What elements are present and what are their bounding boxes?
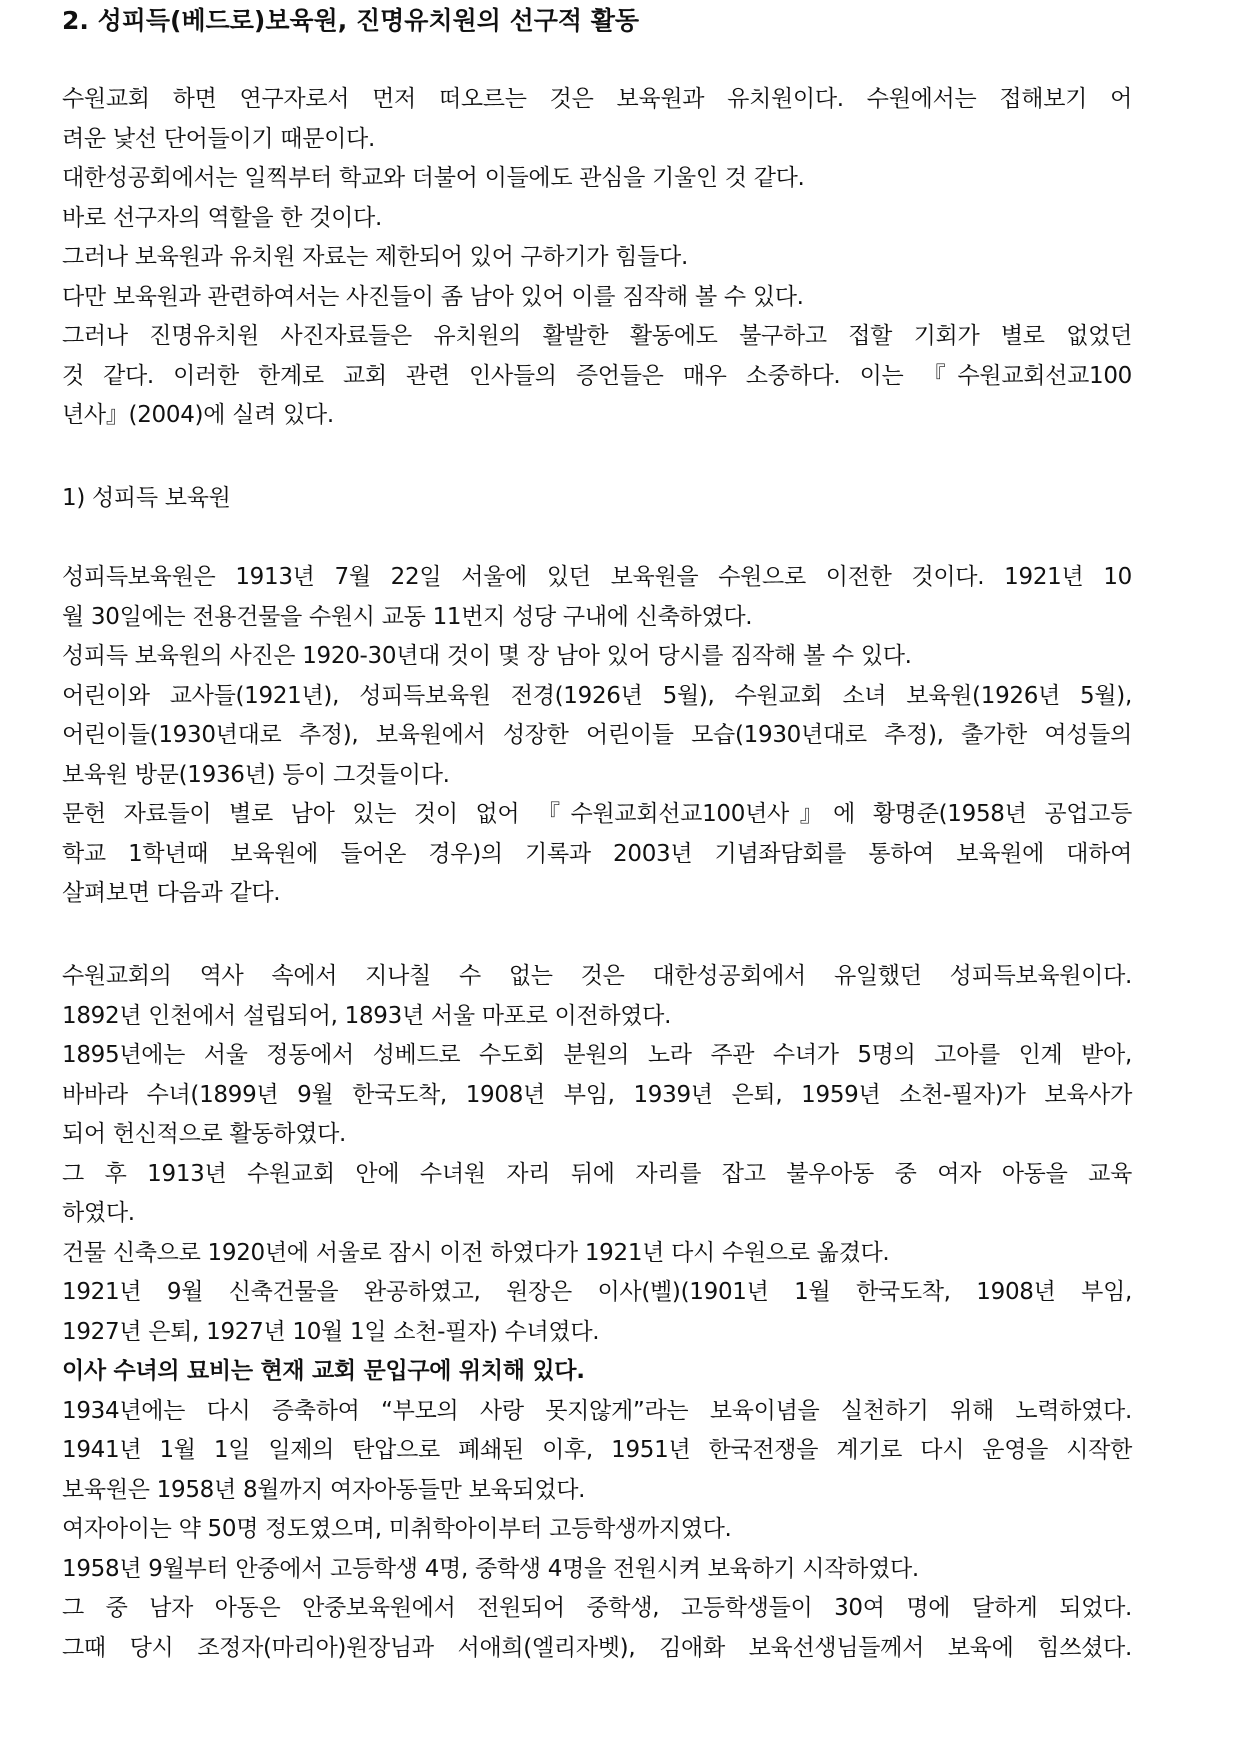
text-line: 보육원은 1958년 8월까지 여자아동들만 보육되었다.: [62, 1476, 586, 1503]
text-line: 1895년에는 서울 정동에서 성베드로 수도회 분원의 노라 주관 수녀가 5명의 고아를 인계 받아,: [62, 1042, 1132, 1068]
text-line: 건물 신축으로 1920년에 서울로 잠시 이전 하였다가 1921년 다시 수원으로 옮겼다.: [62, 1239, 890, 1266]
text-line: 수원교회의 역사 속에서 지나칠 수 없는 것은 대한성공회에서 유일했던 성피득보육원이다.: [62, 963, 1132, 989]
text-line: 그러나 진명유치원 사진자료들은 유치원의 활발한 활동에도 불구하고 접할 기회가 별로 없었던: [62, 323, 1132, 349]
text-line: 그 중 남자 아동은 안중보육원에서 전원되어 중학생, 고등학생들이 30여 명에 달하게 되었다.: [62, 1595, 1132, 1621]
text-line: 그러나 보육원과 유치원 자료는 제한되어 있어 구하기가 힘들다.: [62, 244, 688, 270]
text-line: 바로 선구자의 역할을 한 것이다.: [62, 204, 382, 231]
text-line: 수원교회 하면 연구자로서 먼저 떠오르는 것은 보육원과 유치원이다. 수원에서는 접해보기 어: [62, 86, 1132, 112]
text-line: 1921년 9월 신축건물을 완공하였고, 원장은 이사(벨)(1901년 1월 한국도착, 1908년 부임,: [62, 1279, 1132, 1305]
section-paragraph-1: [62, 558, 1132, 914]
text-line: 문헌 자료들이 별로 남아 있는 것이 없어 『수원교회선교100년사』에 황명준(1958년 공업고등: [62, 801, 1132, 827]
text-line: 대한성공회에서는 일찍부터 학교와 더불어 이들에도 관심을 기울인 것 같다.: [62, 165, 805, 191]
text-line: 보육원 방문(1936년) 등이 그것들이다.: [62, 761, 450, 788]
text-line: 1958년 9월부터 안중에서 고등학생 4명, 중학생 4명을 전원시켜 보육하기 시작하였다.: [62, 1555, 919, 1582]
text-line: 여자아이는 약 50명 정도였으며, 미취학아이부터 고등학생까지였다.: [62, 1516, 732, 1542]
text-line: 살펴보면 다음과 같다.: [62, 880, 281, 906]
text-line: 년사』(2004)에 실려 있다.: [62, 402, 334, 428]
text-line: 되어 헌신적으로 활동하였다.: [62, 1121, 347, 1147]
text-line: 1941년 1월 1일 일제의 탄압으로 폐쇄된 이후, 1951년 한국전쟁을 계기로 다시 운영을 시작한: [62, 1437, 1132, 1463]
page-title: 2. 성피득(베드로)보육원, 진명유치원의 선구적 활동: [62, 6, 640, 35]
text-line: 학교 1학년때 보육원에 들어온 경우)의 기록과 2003년 기념좌담회를 통하여 보육원에 대하여: [62, 840, 1132, 867]
text-line: 월 30일에는 전용건물을 수원시 교동 11번지 성당 구내에 신축하였다.: [62, 603, 753, 630]
intro-paragraph: [62, 80, 1132, 436]
text-line: 다만 보육원과 관련하여서는 사진들이 좀 남아 있어 이를 짐작해 볼 수 있다.: [62, 283, 804, 310]
text-line: 어린이들(1930년대로 추정), 보육원에서 성장한 어린이들 모습(1930년대로 추정), 출가한 여성들의: [62, 722, 1132, 748]
text-line: 성피득보육원은 1913년 7월 22일 서울에 있던 보육원을 수원으로 이전한 것이다. 1921년 10: [62, 564, 1132, 590]
text-line: 1927년 은퇴, 1927년 10월 1일 소천-필자) 수녀였다.: [62, 1318, 600, 1345]
text-line: 려운 낯선 단어들이기 때문이다.: [62, 125, 375, 152]
text-line: 어린이와 교사들(1921년), 성피득보육원 전경(1926년 5월), 수원교회 소녀 보육원(1926년 5월),: [62, 682, 1132, 709]
text-line: 하였다.: [62, 1200, 135, 1226]
text-line: 1934년에는 다시 증축하여 “부모의 사랑 못지않게”라는 보육이념을 실천하기 위해 노력하였다.: [62, 1397, 1132, 1424]
section-paragraph-2: [62, 957, 1132, 1668]
text-line: 그때 당시 조정자(마리아)원장님과 서애희(엘리자벳), 김애화 보육선생님들께서 보육에 힘쓰셨다.: [62, 1634, 1132, 1661]
text-line: 성피득 보육원의 사진은 1920-30년대 것이 몇 장 남아 있어 당시를 짐작해 볼 수 있다.: [62, 643, 912, 669]
text-line: 바바라 수녀(1899년 9월 한국도착, 1908년 부임, 1939년 은퇴, 1959년 소천-필자)가 보육사가: [62, 1081, 1132, 1108]
text-line: 것 같다. 이러한 한계로 교회 관련 인사들의 증언들은 매우 소중하다. 이는 『수원교회선교100: [62, 362, 1132, 389]
text-line: 1892년 인천에서 설립되어, 1893년 서울 마포로 이전하였다.: [62, 1002, 672, 1029]
text-line: 그 후 1913년 수원교회 안에 수녀원 자리 뒤에 자리를 잡고 불우아동 중 여자 아동을 교육: [62, 1160, 1132, 1187]
section-heading: 1) 성피득 보육원: [62, 485, 231, 511]
bold-text-line: 이사 수녀의 묘비는 현재 교회 문입구에 위치해 있다.: [62, 1358, 585, 1384]
